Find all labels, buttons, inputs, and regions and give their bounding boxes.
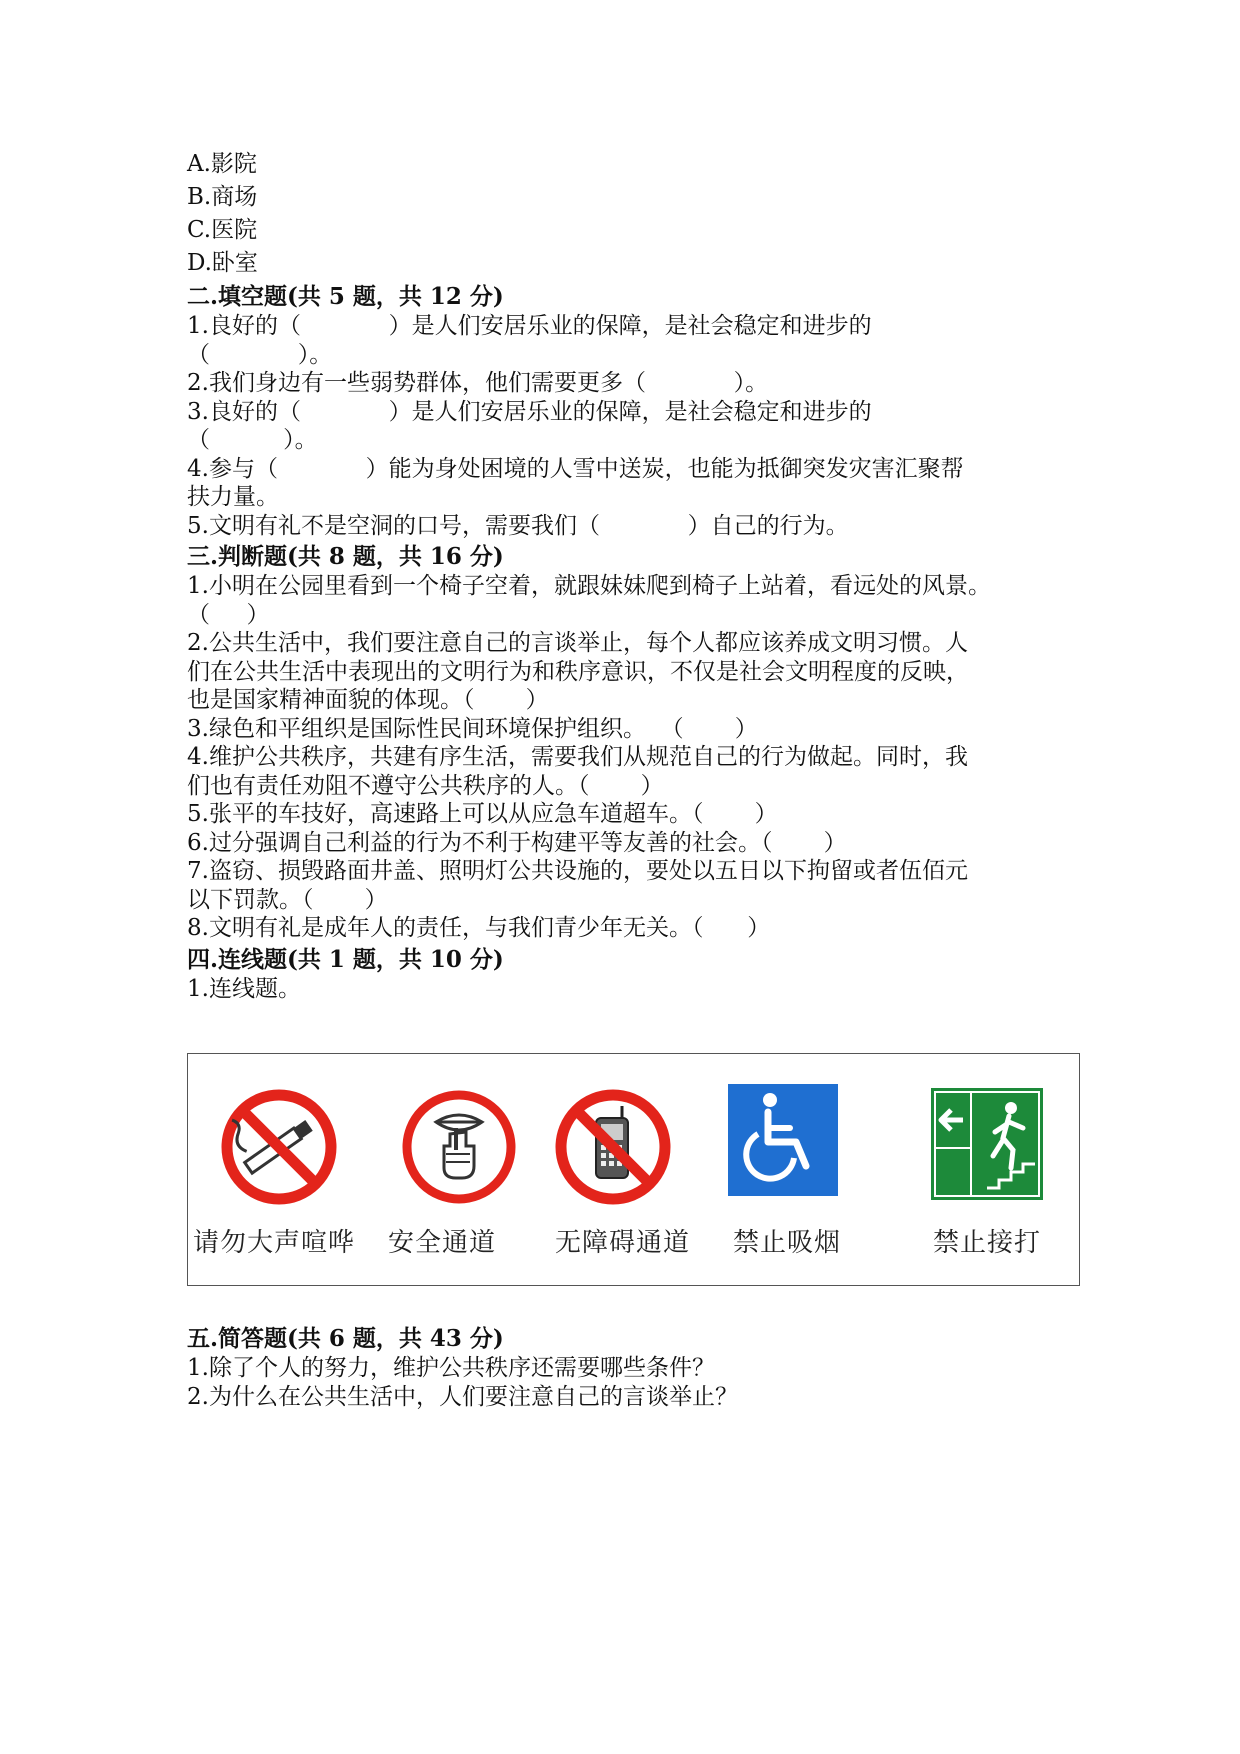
question-line: 2.我们身边有一些弱势群体，他们需要更多（ ）。 [187,370,769,396]
question-line: 们也有责任劝阻不遵守公共秩序的人。（ ） [187,772,664,799]
section-5-heading: 五.简答题(共 6 题，共 43 分) [187,1325,504,1352]
question-line: 们在公共生活中表现出的文明行为和秩序意识，不仅是社会文明程度的反映， [187,658,969,685]
section-3-questions [187,572,1087,943]
question-line: 1.良好的（ ）是人们安居乐业的保障，是社会稳定和进步的 [187,313,872,339]
question-line: 3.绿色和平组织是国际性民间环境保护组织。 （ ） [187,715,758,742]
sign-label: 安全通道 [388,1228,497,1258]
question-line: 4.维护公共秩序，共建有序生活，需要我们从规范自己的行为做起。同时，我 [187,744,968,770]
question-line: 5.张平的车技好，高速路上可以从应急车道超车。（ ） [187,801,778,827]
section-5 [187,1322,1087,1411]
question-line: 1.除了个人的努力，维护公共秩序还需要哪些条件？ [187,1355,715,1381]
question-line: 6.过分强调自己利益的行为不利于构建平等友善的社会。（ ） [187,829,847,856]
option-b: B.商场 [187,184,258,210]
question-line: 2.为什么在公共生活中，人们要注意自己的言谈举止？ [187,1383,738,1410]
question-line: （ ） [187,601,270,628]
option-c: C.医院 [187,217,258,243]
question [187,857,1087,914]
option-a: A.影院 [187,151,257,177]
question [187,572,1087,629]
no-phone-icon [554,1088,672,1210]
question [187,715,1087,744]
question [187,629,1087,715]
question [187,914,1087,943]
question [187,455,1087,512]
matching-figure [187,1053,1080,1286]
sign-label: 禁止吸烟 [733,1228,842,1258]
question-line: 以下罚款。（ ） [187,886,388,913]
no-smoking-icon [220,1088,338,1210]
question-line: （ ）。 [187,341,333,368]
question-line: 1.连线题。 [187,975,301,1002]
question-line: 扶力量。 [187,484,279,510]
question-line: 2.公共生活中，我们要注意自己的言谈举止，每个人都应该养成文明习惯。人 [187,630,968,656]
question [187,743,1087,800]
sign-label: 禁止接打 [933,1228,1042,1258]
sign-label: 请勿大声喧哗 [193,1228,356,1258]
question-line: 也是国家精神面貌的体现。（ ） [187,687,549,713]
section-4-heading: 四.连线题(共 1 题，共 10 分) [187,945,504,973]
question [187,312,1087,369]
question-line: 8.文明有礼是成年人的责任，与我们青少年无关。（ ） [187,915,771,941]
question-line: 4.参与（ ）能为身处困境的人雪中送炭，也能为抵御突发灾害汇聚帮 [187,455,964,482]
option-d: D.卧室 [187,250,258,276]
no-noise-icon [400,1088,518,1210]
answer-options [187,148,1087,280]
section-2-questions [187,312,1087,540]
section-4-questions [187,975,1087,1004]
question [187,512,1087,541]
emergency-exit-icon [931,1088,1043,1204]
section-3-heading: 三.判断题(共 8 题，共 16 分) [187,543,504,570]
section-2-heading: 二.填空题(共 5 题，共 12 分) [187,283,504,310]
question [187,369,1087,398]
question-line: 7.盗窃、损毁路面井盖、照明灯公共设施的，要处以五日以下拘留或者伍佰元 [187,858,968,884]
exam-page [187,148,1087,1003]
question-line: 3.良好的（ ）是人们安居乐业的保障，是社会稳定和进步的 [187,398,872,425]
question-line: 1.小明在公园里看到一个椅子空着，就跟妹妹爬到椅子上站着，看远处的风景。 [187,573,991,599]
question-line: （ ）。 [187,427,318,453]
question [187,829,1087,858]
sign-label: 无障碍通道 [555,1228,691,1258]
question-line: 5.文明有礼不是空洞的口号，需要我们（ ）自己的行为。 [187,512,849,539]
question [187,398,1087,455]
question [187,800,1087,829]
section-5-questions [187,1354,1087,1411]
wheelchair-icon [728,1084,838,1200]
